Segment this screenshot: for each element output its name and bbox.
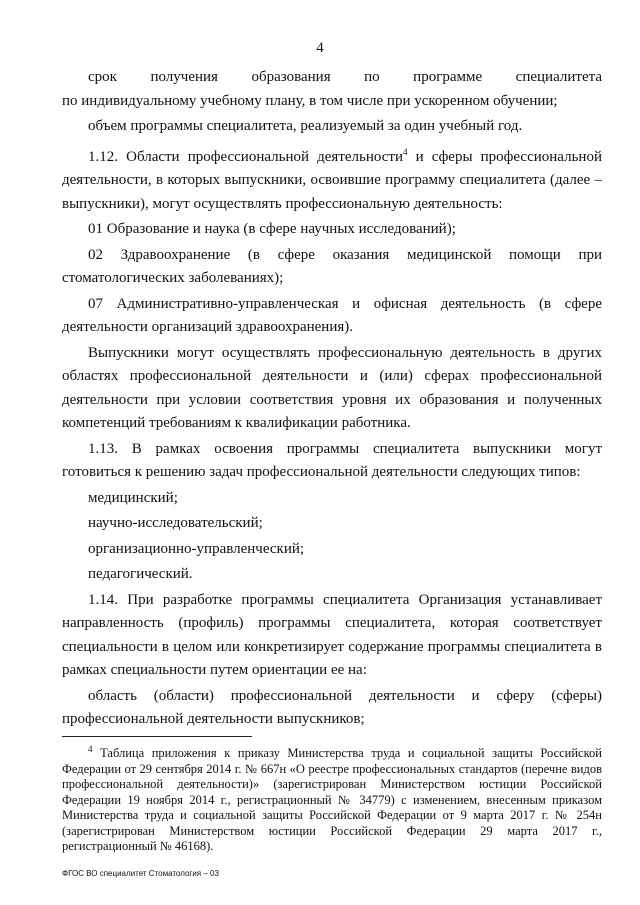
list-item: 07 Административно-управленческая и офисная деятельность (в сфере деятельности организаций здравоохранения). — [62, 295, 602, 335]
list-item: 02 Здравоохранение (в сфере оказания медицинской помощи при стоматологических заболеваниях); — [62, 246, 602, 286]
main-text — [62, 66, 602, 732]
page-number: 4 — [316, 40, 324, 56]
paragraph-graduates: Выпускники могут осуществлять профессиональную деятельность в других областях профессиональной деятельности и (или) сферах профессиональной деятельности при условии соответствия уровня их образования и полученных компетенций требованиям к квалификации работника. — [62, 344, 602, 431]
text-line: срок получения образования по программе специалитета — [88, 69, 602, 85]
list-item: педагогический. — [88, 566, 193, 582]
list-item: 01 Образование и наука (в сфере научных исследований); — [88, 221, 456, 237]
text-line: объем программы специалитета, реализуемый за один учебный год. — [88, 118, 523, 134]
list-item: медицинский; — [88, 489, 178, 506]
paragraph-area: область (области) профессиональной деятельности и сферу (сферы) профессиональной деятельности выпускников; — [62, 687, 602, 727]
text-line: по индивидуальному учебному плану, в том числе при ускоренном обучении; — [62, 92, 558, 109]
paragraph-text: и сферы профессиональной деятельности, в которых выпускники, освоившие программу специалитета (далее – выпускники), могут осуществлять профессиональную деятельность: — [62, 148, 602, 212]
footnote — [62, 742, 602, 855]
footnote-text: Таблица приложения к приказу Министерства труда и социальной защиты Российской Федерации от 29 сентября 2014 г. № 667н «О реестре профессиональных стандартов (перечне видов профессиональной деятельности)» (зарегистрирован Министерством юстиции Российской Федерации 19 ноября 2014 г., регистрационный № 34779) с изменением, внесенным приказом Министерства труда и социальной защиты Российской Федерации от 9 марта 2017 г. № 254н (зарегистрирован Министерством юстиции Российской Федерации 29 марта 2017 г., регистрационный № 46168). — [62, 746, 602, 854]
paragraph-text: 1.12. Области профессиональной деятельности — [88, 148, 403, 165]
list-item: научно-исследовательский; — [88, 515, 263, 531]
paragraph-1-13: 1.13. В рамках освоения программы специалитета выпускники могут готовиться к решению задач профессиональной деятельности следующих типов: — [62, 440, 602, 480]
paragraph-1-14: 1.14. При разработке программы специалитета Организация устанавливает направленность (профиль) программы специалитета, которая соответствует специальности в целом или конкретизирует содержание программы специалитета в рамках специальности путем ориентации ее на: — [62, 591, 602, 678]
paragraph-1-12 — [62, 141, 602, 217]
footnote-ref: 4 — [403, 146, 408, 157]
page-footer: ФГОС ВО специалитет Стоматология – 03 — [62, 869, 219, 878]
list-item: организационно-управленческий; — [88, 540, 305, 557]
footnote-mark: 4 — [88, 744, 93, 754]
footnote-divider — [62, 736, 252, 737]
